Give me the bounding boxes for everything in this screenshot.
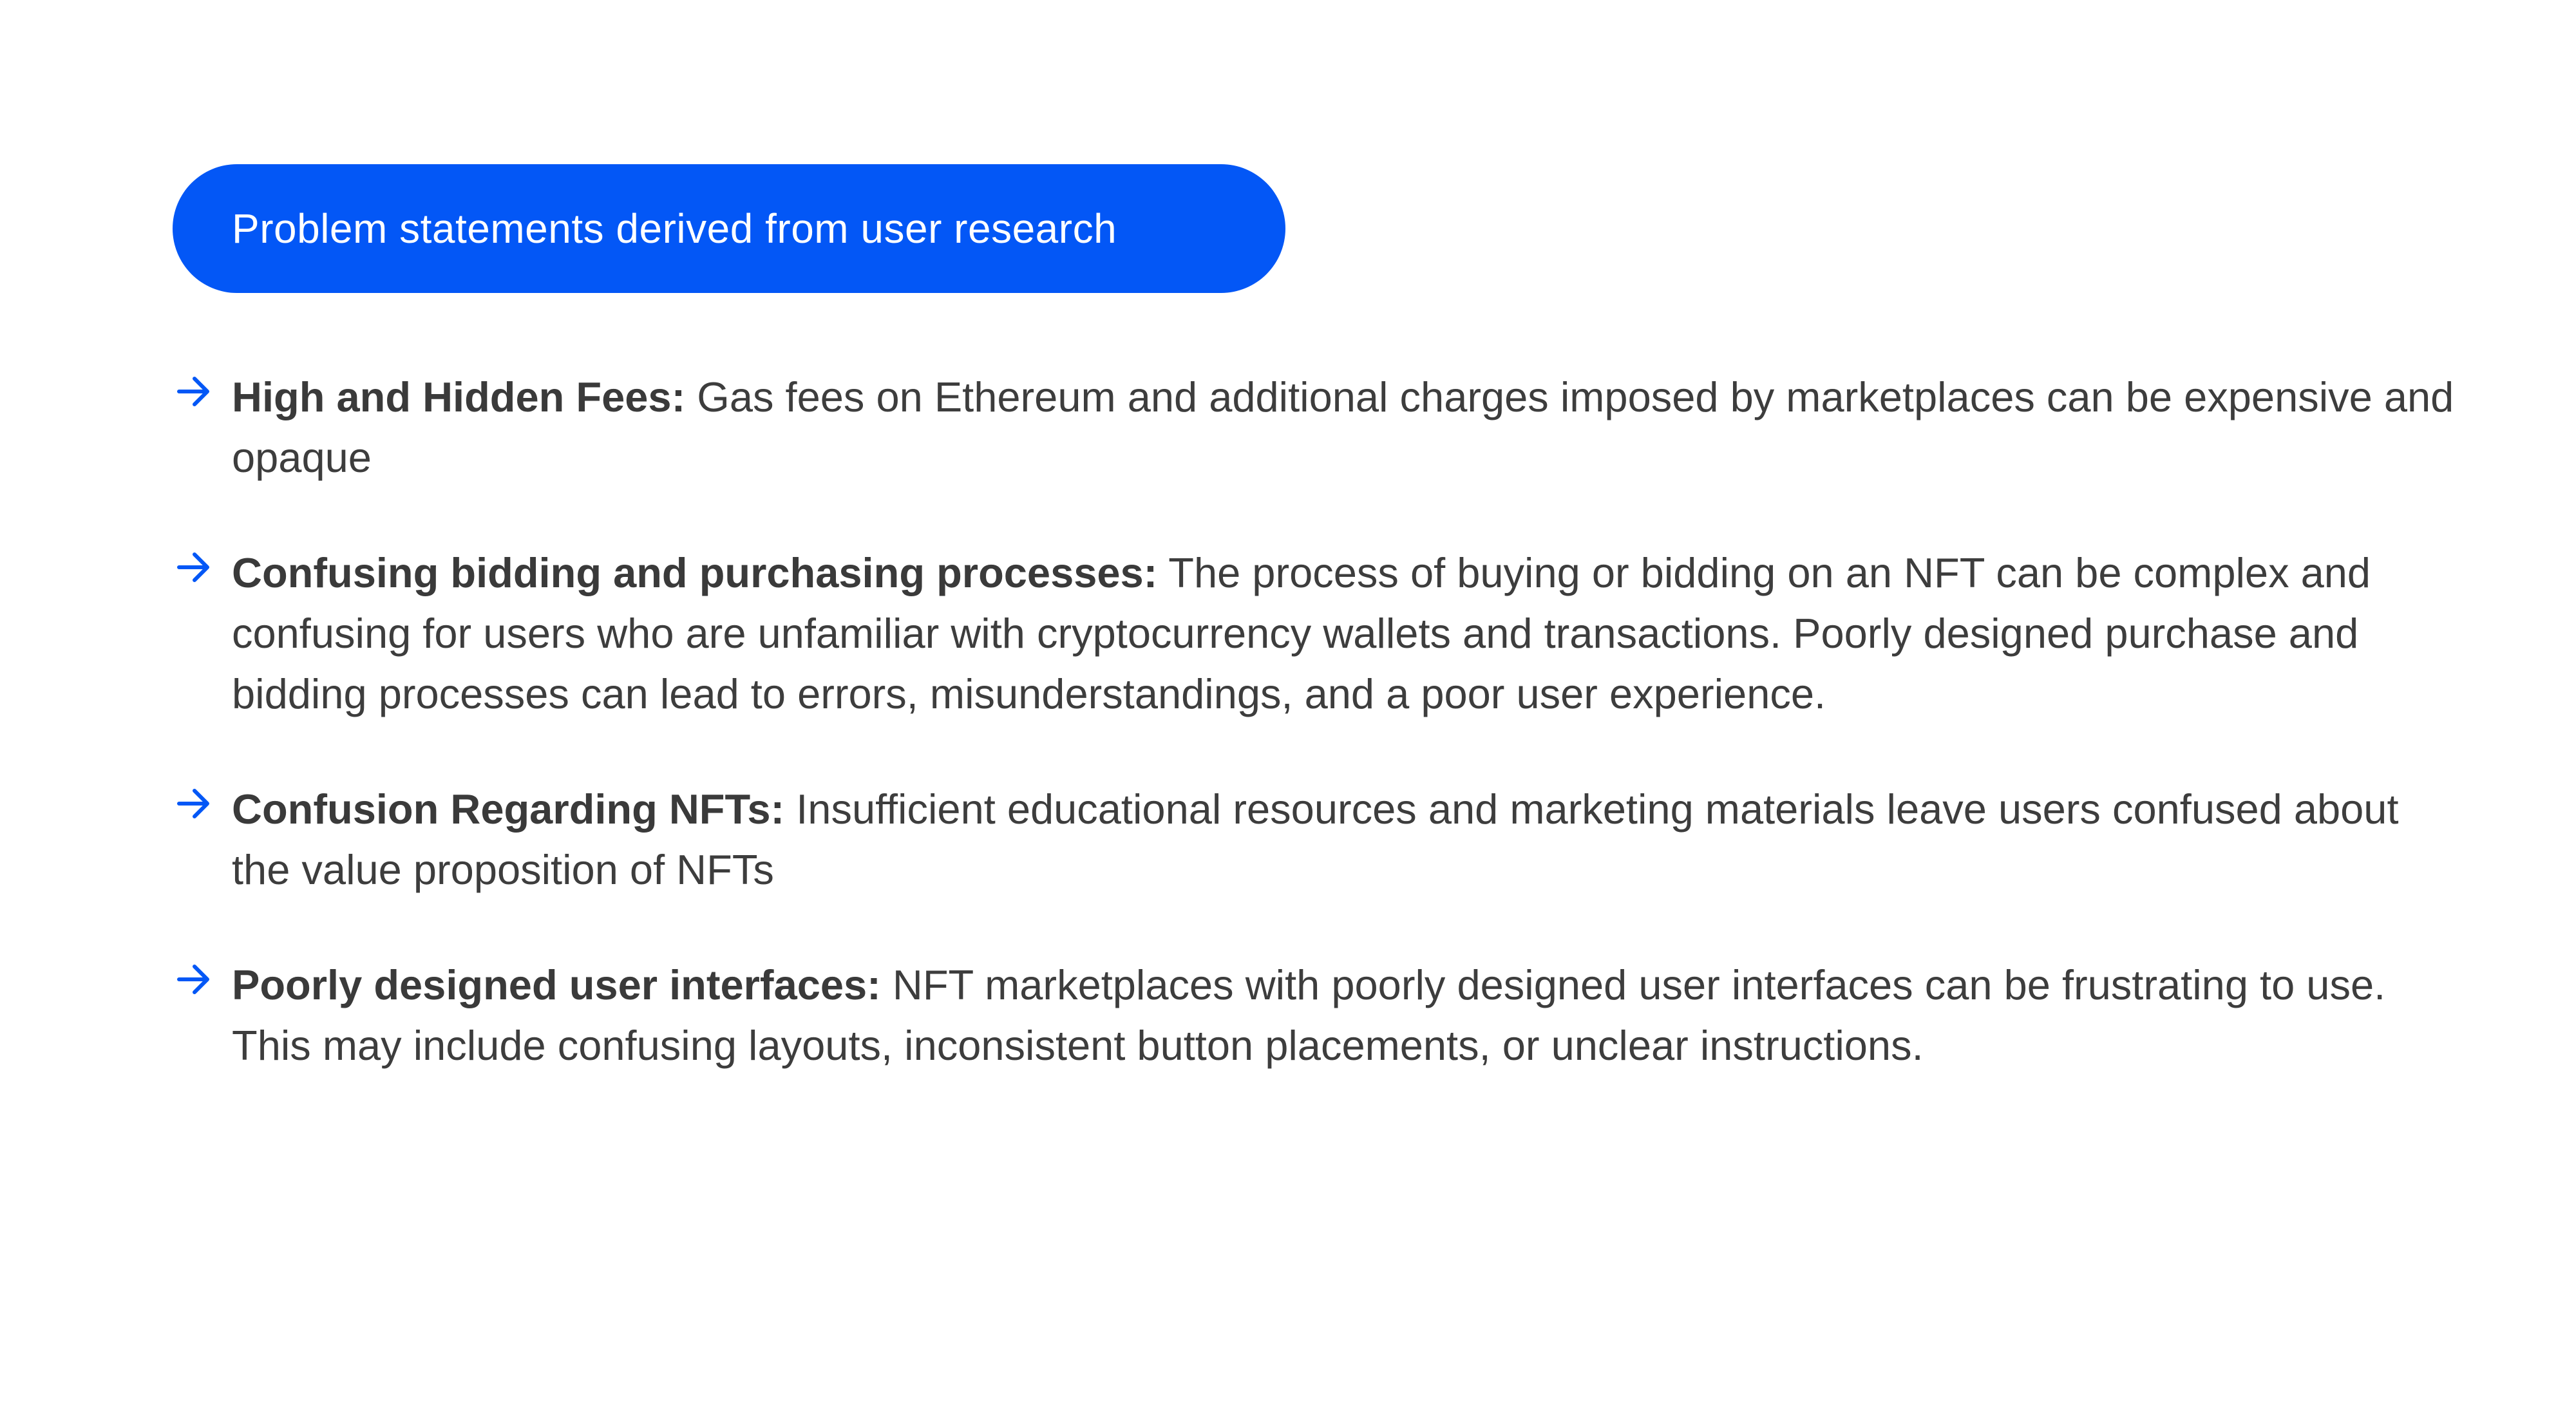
problem-title: Poorly designed user interfaces: <box>232 961 881 1008</box>
problem-text <box>173 367 2465 488</box>
problem-text <box>173 543 2465 724</box>
problem-title: Confusion Regarding NFTs: <box>232 786 785 833</box>
arrow-right-icon <box>176 372 213 411</box>
problem-title: Confusing bidding and purchasing processes: <box>232 549 1158 596</box>
problem-description: NFT marketplaces with poorly designed user interfaces can be frustrating to use. This may include confusing layouts, inconsistent button placements, or unclear instructions. <box>232 961 2386 1069</box>
section-header-label: Problem statements derived from user research <box>232 205 1117 252</box>
section-header-pill <box>173 164 1285 293</box>
problem-title: High and Hidden Fees: <box>232 373 686 420</box>
problem-text <box>173 779 2465 900</box>
problem-description: Gas fees on Ethereum and additional charges imposed by marketplaces can be expensive and opaque <box>232 373 2454 481</box>
problem-item-fees <box>173 367 2465 488</box>
problem-item-nft-confusion <box>173 779 2465 900</box>
problem-description: Insufficient educational resources and marketing materials leave users confused about the value proposition of NFTs <box>232 786 2399 893</box>
problem-text <box>173 955 2465 1076</box>
arrow-right-icon <box>176 960 213 999</box>
arrow-right-icon <box>176 548 213 587</box>
problem-item-ui <box>173 955 2465 1076</box>
problem-item-bidding <box>173 543 2465 724</box>
arrow-right-icon <box>176 784 213 823</box>
problem-description: The process of buying or bidding on an NFT can be complex and confusing for users who are unfamiliar with cryptocurrency wallets and transactions. Poorly designed purchase and bidding processes can lead to errors, misunderstandings, and a poor user experience. <box>232 549 2371 717</box>
